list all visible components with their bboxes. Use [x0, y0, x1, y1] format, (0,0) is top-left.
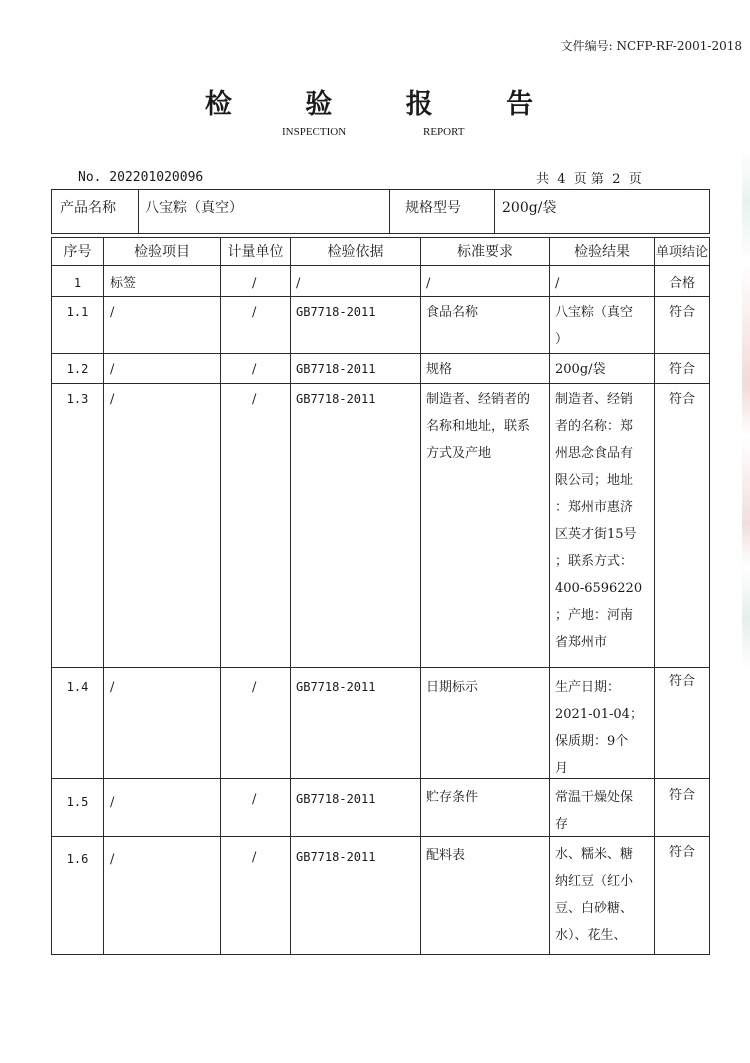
table-bottom	[51, 954, 710, 955]
product-divider-3	[494, 189, 495, 234]
file-number: 文件编号: NCFP-RF-2001-2018	[560, 39, 742, 53]
page-info: 共 4 页 第 2 页	[536, 172, 642, 187]
row-unit: /	[252, 276, 257, 291]
row-divider-1-1	[51, 353, 710, 354]
row-result: 水、糯米、糖 纳红豆（红小 豆、白砂糖、 水）、花生、	[555, 847, 634, 943]
col-divider-5	[549, 237, 550, 955]
row-unit: /	[252, 362, 257, 377]
row-no: 1.5	[66, 795, 89, 809]
col-divider-4	[420, 237, 421, 955]
col-divider-1	[103, 237, 104, 955]
product-box-bottom	[51, 233, 710, 234]
header-unit: 计量单位	[227, 244, 284, 260]
row-basis: GB7718-2011	[296, 680, 376, 694]
product-box-top	[51, 189, 710, 190]
col-divider-3	[290, 237, 291, 955]
row-result: 制造者、经销 者的名称：郑 州思念食品有 限公司；地址 ：郑州市惠济 区英才街15号 ；联系方式： 400-6596220 ；产地：河南 省郑州市	[555, 392, 643, 650]
table-top	[51, 237, 710, 238]
row-basis: GB7718-2011	[296, 792, 376, 806]
row-divider-1	[51, 296, 710, 297]
row-item: /	[110, 680, 115, 695]
row-no: 1.2	[66, 362, 89, 376]
row-item: /	[110, 362, 115, 377]
subtitle-report: REPORT	[423, 126, 465, 138]
table-right	[709, 237, 710, 955]
row-basis: GB7718-2011	[296, 362, 376, 376]
row-no: 1	[73, 276, 82, 290]
row-requirement: 贮存条件	[426, 790, 479, 805]
row-unit: /	[252, 680, 257, 695]
product-box-right	[709, 189, 710, 234]
product-name-label: 产品名称	[60, 200, 116, 216]
product-name-value: 八宝粽（真空）	[145, 200, 243, 216]
header-requirement: 标准要求	[457, 244, 513, 260]
row-verdict: 符合	[668, 362, 695, 377]
row-result: 生产日期： 2021-01-04； 保质期：9个 月	[555, 680, 643, 776]
header-result: 检验结果	[574, 244, 630, 260]
report-number: No. 202201020096	[78, 170, 204, 185]
row-unit: /	[252, 305, 257, 320]
row-unit: /	[252, 850, 257, 865]
row-result: 常温干燥处保 存	[555, 790, 634, 832]
row-item: /	[110, 392, 115, 407]
row-verdict: 符合	[668, 845, 695, 860]
row-item: /	[110, 305, 115, 320]
row-no: 1.6	[66, 852, 89, 866]
row-verdict: 符合	[668, 674, 695, 689]
row-requirement: 配料表	[426, 848, 466, 863]
row-item: /	[110, 795, 115, 810]
row-basis: /	[296, 276, 301, 291]
row-requirement: 规格	[426, 362, 453, 377]
row-verdict: 合格	[668, 276, 695, 291]
spec-label: 规格型号	[405, 200, 461, 216]
row-verdict: 符合	[668, 788, 695, 803]
product-box-left	[51, 189, 52, 234]
row-item: 标签	[110, 276, 137, 291]
row-item: /	[110, 852, 115, 867]
row-unit: /	[252, 792, 257, 807]
row-requirement: 食品名称	[426, 305, 479, 320]
row-result: 200g/袋	[555, 362, 606, 377]
row-basis: GB7718-2011	[296, 305, 376, 319]
col-divider-2	[220, 237, 221, 955]
row-divider-1-2	[51, 383, 710, 384]
row-verdict: 符合	[668, 305, 695, 320]
row-requirement: 日期标示	[426, 680, 479, 695]
product-divider-1	[138, 189, 139, 234]
page-edge-stain	[742, 150, 750, 670]
row-requirement: 制造者、经销者的 名称和地址，联系 方式及产地	[426, 392, 531, 461]
row-unit: /	[252, 392, 257, 407]
row-requirement: /	[426, 276, 431, 291]
row-no: 1.4	[66, 680, 89, 694]
row-verdict: 符合	[668, 392, 695, 407]
row-divider-1-3	[51, 667, 710, 668]
row-basis: GB7718-2011	[296, 392, 376, 406]
header-basis: 检验依据	[327, 244, 384, 260]
row-no: 1.1	[66, 305, 89, 319]
row-no: 1.3	[66, 392, 89, 406]
spec-value: 200g/袋	[502, 200, 557, 216]
header-verdict: 单项结论	[655, 245, 708, 260]
row-result: 八宝粽（真空 ）	[555, 305, 634, 347]
subtitle-inspection: INSPECTION	[282, 126, 347, 138]
row-result: /	[555, 276, 560, 291]
header-item: 检验项目	[134, 244, 190, 260]
header-no: 序号	[63, 244, 92, 260]
report-title: 检 验 报 告	[204, 89, 566, 120]
product-divider-2	[389, 189, 390, 234]
row-basis: GB7718-2011	[296, 850, 376, 864]
